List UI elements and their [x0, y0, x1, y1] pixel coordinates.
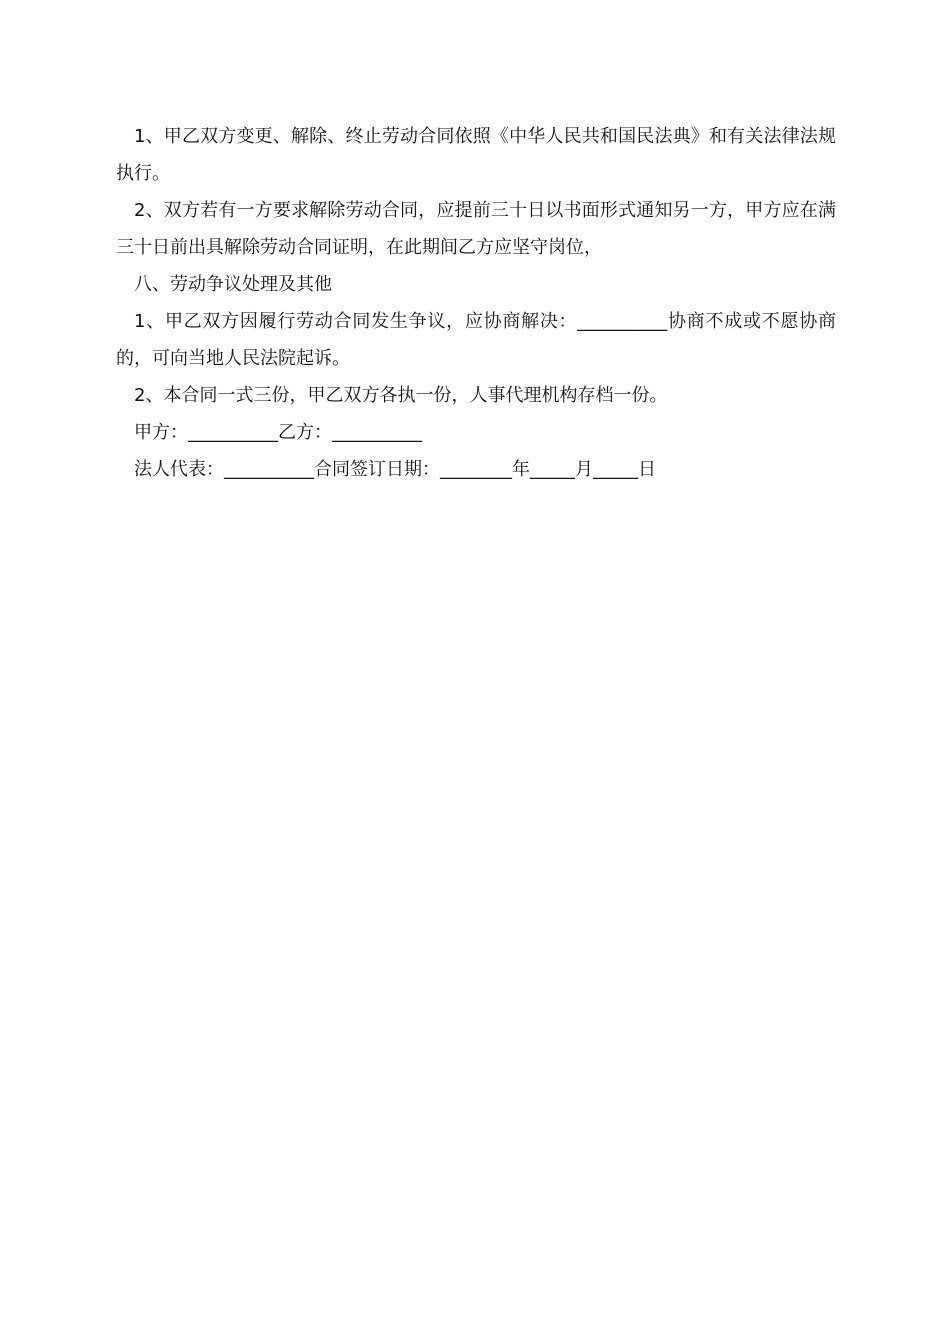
signature-parties: 甲方：__________乙方：__________ — [134, 422, 422, 443]
clause-copies: 2、本合同一式三份，甲乙双方各执一份，人事代理机构存档一份。 — [134, 385, 668, 406]
section-heading-dispute: 八、劳动争议处理及其他 — [134, 274, 332, 295]
clause-early-notice: 2、双方若有一方要求解除劳动合同，应提前三十日以书面形式通知另一方，甲方应在满三十日前出具解除劳动合同证明，在此期间乙方应坚守岗位， — [116, 200, 836, 258]
clause-dispute-resolution: 1、甲乙双方因履行劳动合同发生争议，应协商解决：__________协商不成或不愿协商的，可向当地人民法院起诉。 — [116, 311, 836, 369]
clause-change-termination: 1、甲乙双方变更、解除、终止劳动合同依照《中华人民共和国民法典》和有关法律法规执行。 — [116, 126, 836, 184]
signature-representative-date: 法人代表：__________合同签订日期：________年_____月_____日 — [134, 459, 656, 480]
document-body — [116, 118, 836, 488]
